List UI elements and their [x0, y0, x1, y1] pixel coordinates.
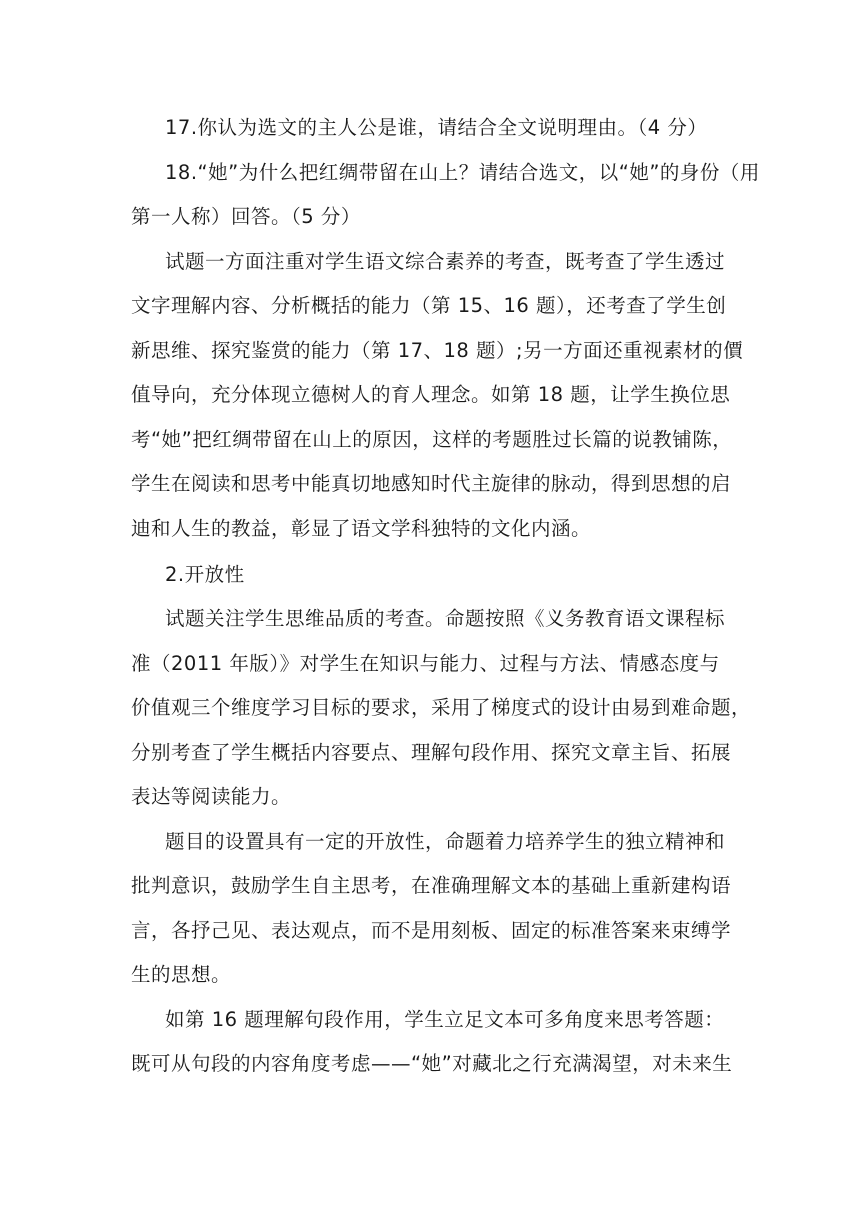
- text-line: 新思维、探究鉴赏的能力（第 17、18 题）;另一方面还重视素材的價: [131, 339, 744, 362]
- text-line: 17.你认为选文的主人公是谁，请结合全文说明理由。（4 分）: [165, 116, 708, 139]
- text-line: 表达等阅读能力。: [131, 785, 292, 808]
- text-line: 言，各抒己见、表达观点，而不是用刻板、固定的标准答案来束缚学: [131, 919, 732, 942]
- text-line: 学生在阅读和思考中能真切地感知时代主旋律的脉动，得到思想的启: [131, 472, 732, 495]
- text-line: 文字理解内容、分析概括的能力（第 15、16 题），还考查了学生创: [131, 294, 727, 317]
- text-line: 生的思想。: [131, 963, 232, 986]
- text-line: 既可从句段的内容角度考虑——“她”对藏北之行充满渴望，对未来生: [131, 1052, 733, 1075]
- text-line: 如第 16 题理解句段作用，学生立足文本可多角度来思考答题：: [165, 1008, 725, 1031]
- text-line: 18.“她”为什么把红绸带留在山上？请结合选文，以“她”的身份（用: [165, 161, 760, 184]
- text-line: 准（2011 年版）》对学生在知识与能力、过程与方法、情感态度与: [131, 652, 720, 675]
- text-line: 分别考查了学生概括内容要点、理解句段作用、探究文章主旨、拓展: [131, 741, 732, 764]
- section-heading: 2.开放性: [165, 563, 245, 586]
- text-line: 值导向，充分体现立德树人的育人理念。如第 18 题，让学生换位思: [131, 383, 731, 406]
- text-line: 考“她”把红绸带留在山上的原因，这样的考题胜过长篇的说教铺陈，: [131, 428, 733, 451]
- text-line: 题目的设置具有一定的开放性，命题着力培养学生的独立精神和: [165, 830, 726, 853]
- text-line: 迪和人生的教益，彰显了语文学科独特的文化内涵。: [131, 517, 592, 540]
- text-line: 批判意识，鼓励学生自主思考，在准确理解文本的基础上重新建构语: [131, 874, 732, 897]
- text-line: 价值观三个维度学习目标的要求，采用了梯度式的设计由易到难命题，: [131, 696, 752, 719]
- text-line: 试题关注学生思维品质的考查。命题按照《义务教育语文课程标: [165, 607, 726, 630]
- text-line: 第一人称）回答。（5 分）: [131, 205, 361, 228]
- text-line: 试题一方面注重对学生语文综合素养的考查，既考查了学生透过: [165, 250, 726, 273]
